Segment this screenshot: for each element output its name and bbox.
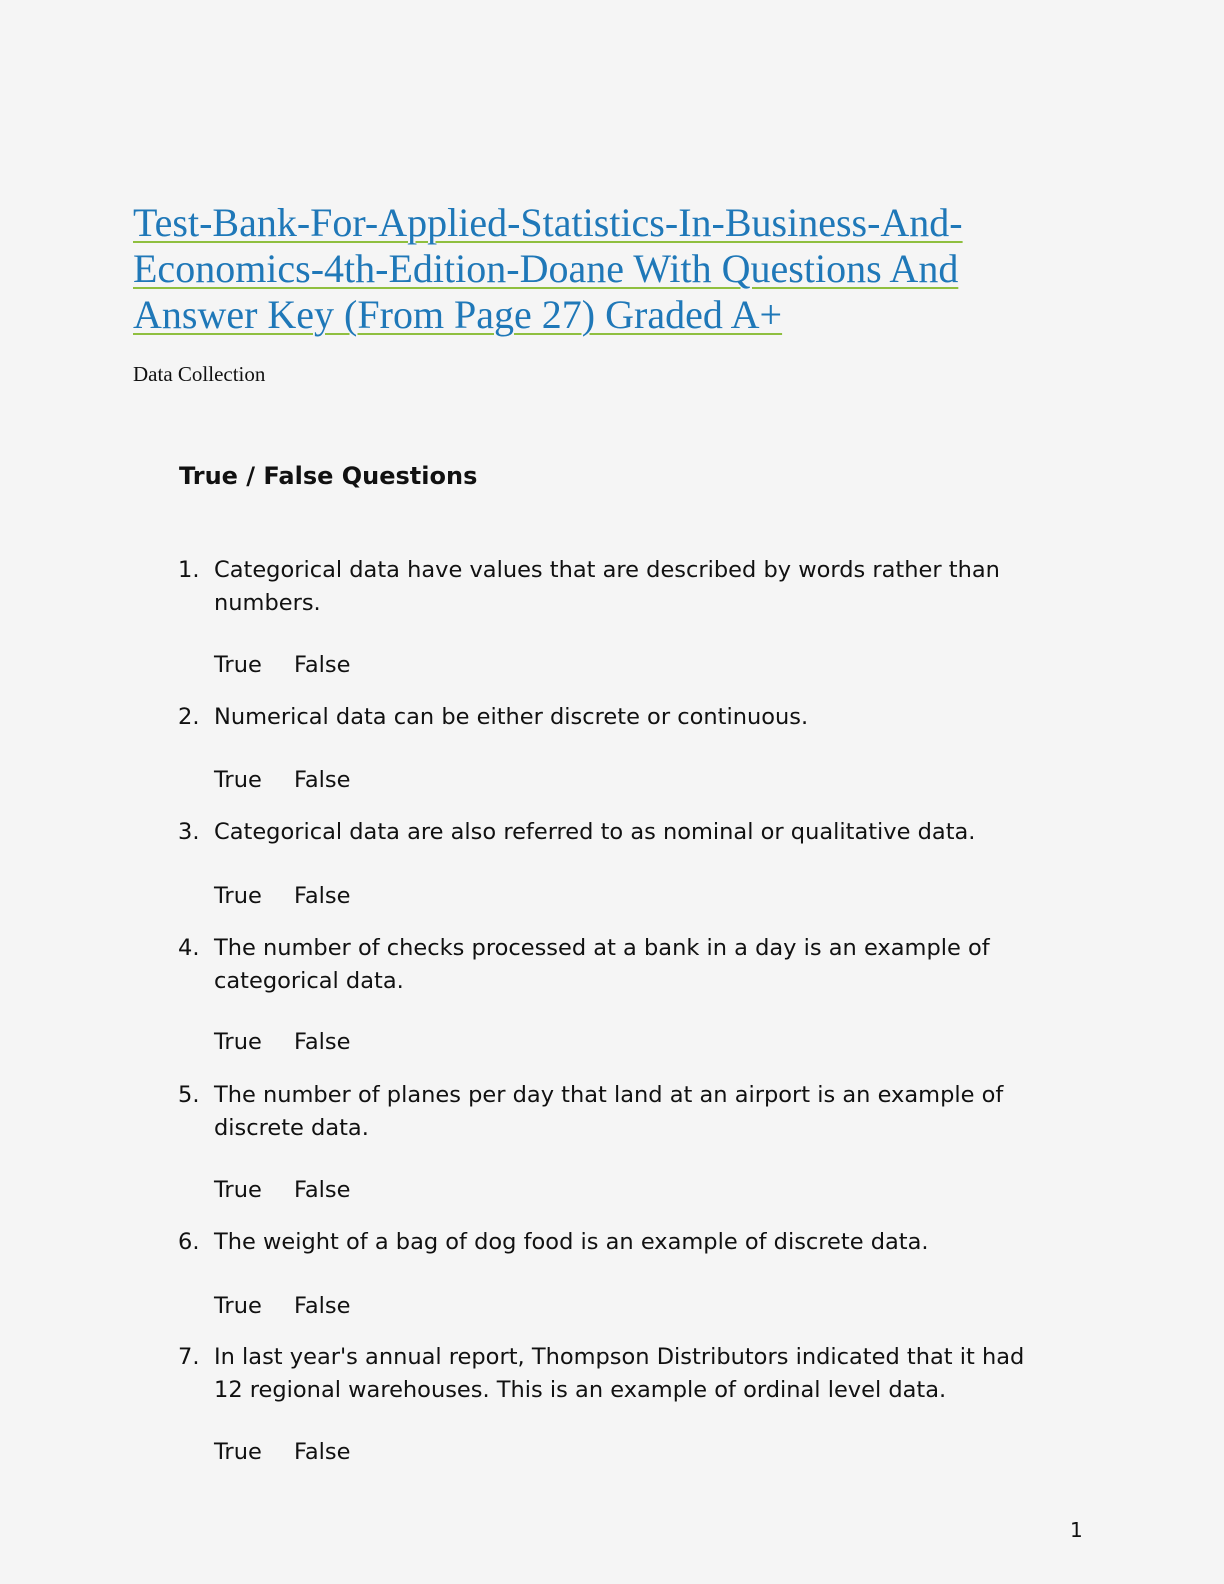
answer-choices [214, 1293, 350, 1319]
question-text: The weight of a bag of dog food is an example of discrete data. [214, 1229, 929, 1255]
page-number: 1 [1070, 1518, 1083, 1542]
false-option: False [294, 767, 351, 793]
question-text: In last year's annual report, Thompson Distributors indicated that it had 12 regional warehouses. This is an example of ordinal level data. [214, 1344, 1025, 1403]
true-option: True [214, 1293, 262, 1319]
title-line[interactable]: Economics-4th-Edition-Doane With Questions And [133, 246, 959, 291]
answer-choices [214, 1029, 350, 1055]
subtitle: Data Collection [133, 362, 266, 386]
question-text: Numerical data can be either discrete or continuous. [214, 704, 809, 730]
true-option: True [214, 1439, 262, 1465]
question-text: Categorical data are also referred to as nominal or qualitative data. [214, 819, 976, 845]
false-option: False [294, 1439, 351, 1465]
question-item [178, 816, 1058, 849]
false-option: False [294, 883, 351, 909]
false-option: False [294, 1029, 351, 1055]
question-text: Categorical data have values that are described by words rather than numbers. [214, 557, 1000, 616]
answer-choices [214, 1177, 350, 1203]
title-line[interactable]: Test-Bank-For-Applied-Statistics-In-Business-And- [133, 200, 963, 245]
true-option: True [214, 652, 262, 678]
true-option: True [214, 883, 262, 909]
question-item [178, 1341, 1058, 1407]
false-option: False [294, 1293, 351, 1319]
false-option: False [294, 1177, 351, 1203]
question-item [178, 1079, 1058, 1145]
false-option: False [294, 652, 351, 678]
answer-choices [214, 1439, 350, 1465]
title-line[interactable]: Answer Key (From Page 27) Graded A+ [133, 292, 783, 337]
question-item [178, 701, 1058, 734]
answer-choices [214, 767, 350, 793]
question-item [178, 1226, 1058, 1259]
true-option: True [214, 1029, 262, 1055]
question-number: 2. [178, 704, 200, 730]
true-option: True [214, 1177, 262, 1203]
question-number: 4. [178, 935, 200, 961]
section-heading: True / False Questions [179, 462, 478, 490]
question-number: 3. [178, 819, 200, 845]
question-item [178, 554, 1058, 620]
question-item [178, 932, 1058, 998]
question-text: The number of planes per day that land at an airport is an example of discrete data. [214, 1082, 1004, 1141]
document-title[interactable] [133, 200, 993, 338]
true-option: True [214, 767, 262, 793]
question-number: 7. [178, 1344, 200, 1370]
answer-choices [214, 883, 350, 909]
question-text: The number of checks processed at a bank in a day is an example of categorical data. [214, 935, 990, 994]
answer-choices [214, 652, 350, 678]
question-number: 6. [178, 1229, 200, 1255]
question-number: 1. [178, 557, 200, 583]
question-number: 5. [178, 1082, 200, 1108]
